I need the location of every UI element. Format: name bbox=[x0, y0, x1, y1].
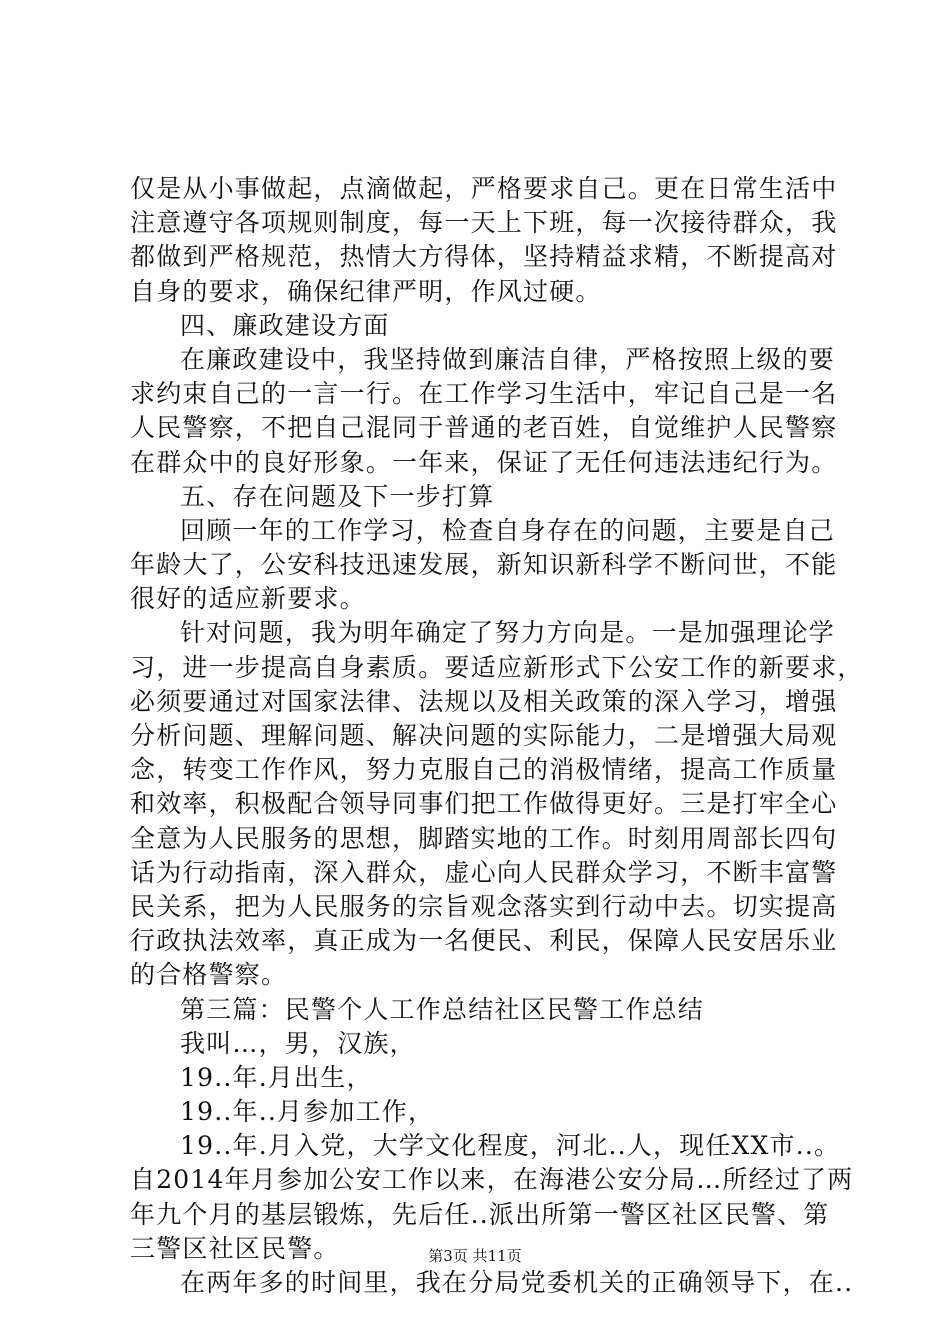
text-line: 全意为人民服务的思想，脚踏实地的工作。时刻用周部长四句 bbox=[130, 823, 838, 853]
text-line: 自身的要求，确保纪律严明，作风过硬。 bbox=[130, 276, 602, 306]
text-line: 五、存在问题及下一步打算 bbox=[180, 481, 495, 511]
text-line: 年九个月的基层锻炼，先后任..派出所第一警区社区民警、第 bbox=[130, 1199, 830, 1229]
text-line: 注意遵守各项规则制度，每一天上下班，每一次接待群众，我 bbox=[130, 208, 838, 238]
text-line: 回顾一年的工作学习，检查自身存在的问题，主要是自己 bbox=[180, 515, 836, 545]
text-line: 民关系，把为人民服务的宗旨观念落实到行动中去。切实提高 bbox=[130, 891, 838, 921]
text-line: 很好的适应新要求。 bbox=[130, 584, 366, 614]
text-line: 在群众中的良好形象。一年来，保证了无任何违法违纪行为。 bbox=[130, 447, 838, 477]
text-line: 都做到严格规范，热情大方得体，坚持精益求精，不断提高对 bbox=[130, 242, 838, 272]
text-line: 分析问题、理解问题、解决问题的实际能力，二是增强大局观 bbox=[130, 721, 838, 750]
text-line: 人民警察，不把自己混同于普通的老百姓，自觉维护人民警察 bbox=[130, 413, 838, 443]
text-line: 我叫…，男，汉族， bbox=[180, 1028, 416, 1058]
text-line: 四、廉政建设方面 bbox=[180, 310, 390, 340]
text-line: 三警区社区民警。 bbox=[130, 1233, 340, 1263]
text-line: 求约束自己的一言一行。在工作学习生活中，牢记自己是一名 bbox=[130, 379, 838, 409]
text-line: 行政执法效率，真正成为一名便民、利民，保障人民安居乐业 bbox=[130, 926, 838, 956]
text-line: 和效率，积极配合领导同事们把工作做得更好。三是打牢全心 bbox=[130, 789, 838, 819]
text-line: 年龄大了，公安科技迅速发展，新知识新科学不断问世，不能 bbox=[130, 550, 838, 580]
text-line: 仅是从小事做起，点滴做起，严格要求自己。更在日常生活中 bbox=[130, 174, 838, 203]
page-footer: 第3页 共11页 bbox=[428, 1247, 522, 1265]
text-line: 自2014年月参加公安工作以来，在海港公安分局…所经过了两 bbox=[130, 1165, 854, 1195]
text-line: 的合格警察。 bbox=[130, 960, 288, 990]
text-line: 话为行动指南，深入群众，虚心向人民群众学习，不断丰富警 bbox=[130, 857, 838, 887]
text-line: 第三篇：民警个人工作总结社区民警工作总结 bbox=[180, 994, 705, 1024]
text-line: 习，进一步提高自身素质。要适应新形式下公安工作的新要求， bbox=[130, 652, 864, 682]
text-line: 在廉政建设中，我坚持做到廉洁自律，严格按照上级的要 bbox=[180, 344, 836, 374]
text-line: 针对问题，我为明年确定了努力方向是。一是加强理论学 bbox=[180, 618, 836, 648]
text-line: 19..年.月出生， bbox=[180, 1062, 373, 1092]
text-line: 必须要通过对国家法律、法规以及相关政策的深入学习，增强 bbox=[130, 686, 838, 716]
text-line: 在两年多的时间里，我在分局党委机关的正确领导下，在.. bbox=[180, 1268, 854, 1297]
text-line: 19..年.月入党，大学文化程度，河北..人，现任XX市..。 bbox=[180, 1131, 841, 1161]
text-line: 念，转变工作作风，努力克服自己的消极情绪，提高工作质量 bbox=[130, 755, 838, 785]
text-line: 19..年..月参加工作， bbox=[180, 1097, 435, 1127]
document-body bbox=[130, 172, 864, 1300]
